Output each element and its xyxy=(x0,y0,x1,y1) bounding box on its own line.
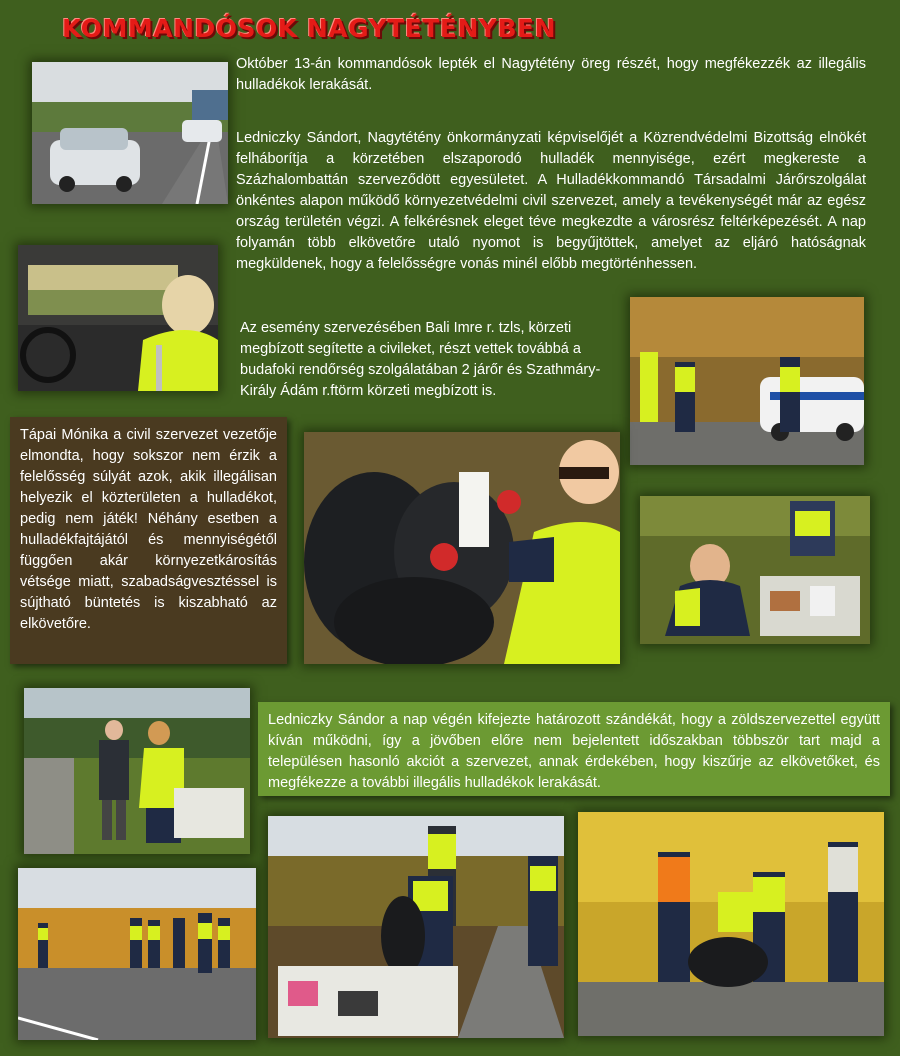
photo-two-people-field xyxy=(24,688,250,854)
photo-car-interior xyxy=(18,245,218,391)
closing-paragraph-box: Ledniczky Sándor a nap végén kifejezte határozott szándékát, hogy a zöldszervezettel együtt kíván működni, így a jövőben előre nem bejelentett időszakban többször tart majd a településen hasonló akciót a szervezet, annak érdekében, hogy kiszűrje az elkövetőket, és megfékezze a további illegális hulladékok lerakását. xyxy=(258,702,890,796)
photo-collecting-trash xyxy=(268,816,564,1038)
organizers-paragraph: Az esemény szervezésében Bali Imre r. tzls, körzeti megbízott segítette a civileket, részt vettek továbbá a budafoki rendőrség szolgálatában 2 járőr és Szathmáry-Király Ádám r.ftörm körzeti megbízott is. xyxy=(240,320,601,399)
photo-car-on-road xyxy=(32,62,228,204)
photo-woman-bags xyxy=(304,432,620,664)
photo-group-road xyxy=(18,868,256,1040)
photo-group-autumn xyxy=(578,812,884,1036)
tapai-quote-box: Tápai Mónika a civil szervezet vezetője elmondta, hogy sokszor nem érzik a felelősség súlyát azok, akik illegálisan helyezik el közterületen a hulladékot, pedig nem játék! Néhány esetben a hulladékfajtájától és mennyiségétől függően akár környezetkárosítás vétsége miatt, szabadságvesztéssel is sújtható büntetés is kiszabható az elkövetőre. xyxy=(10,417,287,664)
photo-sorting-waste xyxy=(640,496,870,644)
intro-paragraph: Október 13-án kommandósok lepték el Nagytétény öreg részét, hogy megfékezzék az illegális hulladékok lerakását. xyxy=(236,56,866,93)
page-title: KOMMANDÓSOK NAGYTÉTÉNYBEN xyxy=(62,14,557,43)
ledniczky-paragraph: Ledniczky Sándort, Nagytétény önkormányzati képviselőjét a Közrendvédelmi Bizottság elnökét felháborítja a körzetében elszaporodó hulladék mennyisége, ezért megkereste a Százhalombattán szerveződött egyesületet. A Hulladékkommandó Társadalmi Járőrszolgálat önkéntes alapon működő környezetvédelmi civil szervezet, amely a tevékenységét már az egész ország területén végzi. A felkérésnek eleget téve megkezdte a városrész feltérképezését. A nap folyamán több elkövetőre utaló nyomot is begyűjtöttek, amelyet az eljáró hatóságnak megküldenek, hogy a felelősségre vonás minél előbb megtörténhessen. xyxy=(236,130,866,272)
photo-police-car xyxy=(630,297,864,465)
